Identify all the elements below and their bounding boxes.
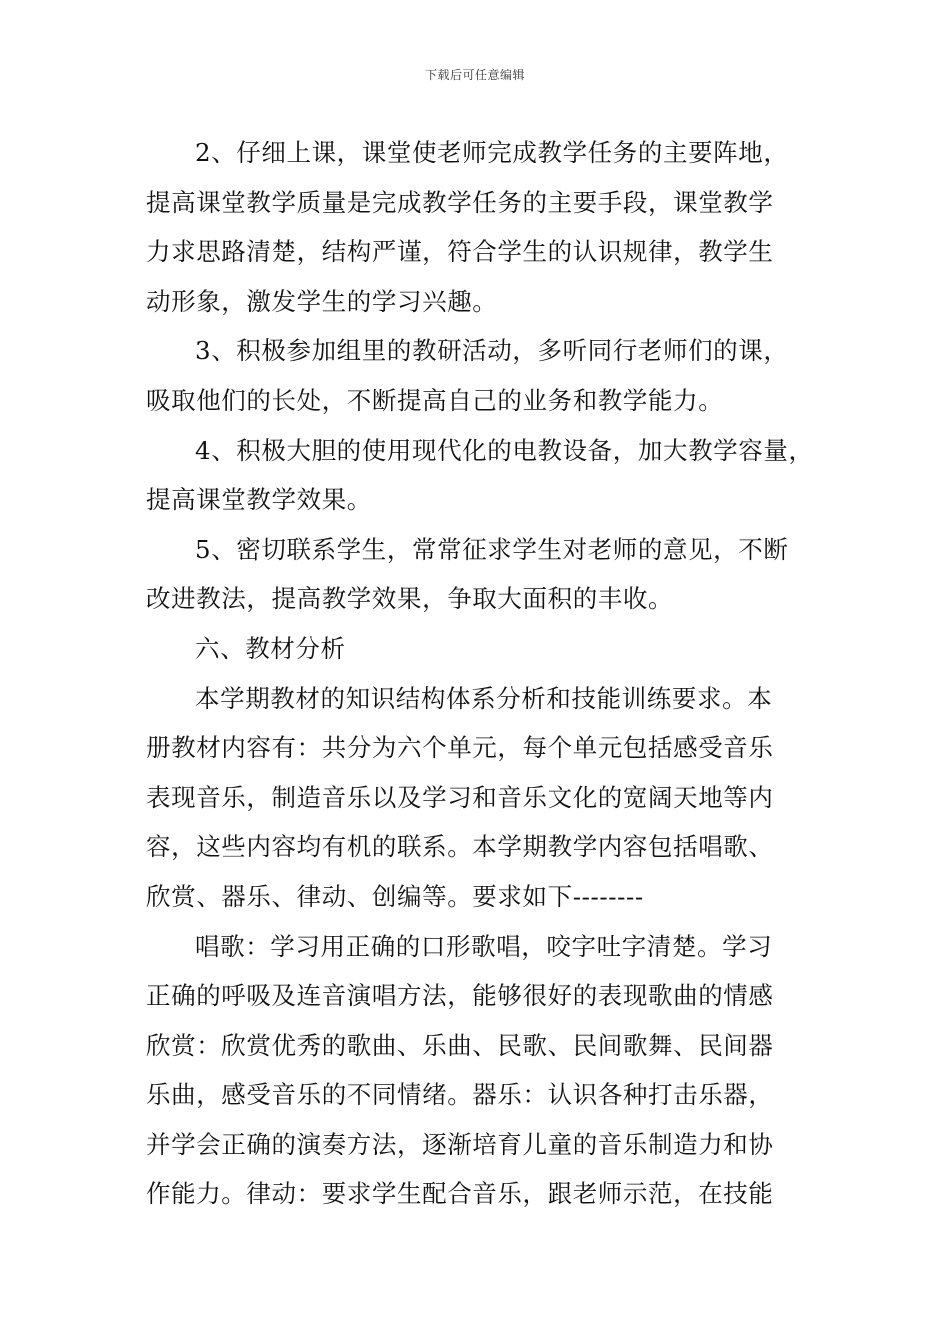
paragraph-line: 欣赏：欣赏优秀的歌曲、乐曲、民歌、民间歌舞、民间器: [146, 1030, 774, 1060]
paragraph-line: 容，这些内容均有机的联系。本学期教学内容包括唱歌、: [146, 832, 774, 862]
paragraph-item-5: [146, 525, 818, 624]
paragraph-item-3: [146, 326, 818, 425]
paragraph-line: 2、仔细上课，课堂使老师完成教学任务的主要阵地，: [195, 138, 789, 167]
section-heading: [146, 624, 818, 674]
paragraph-line: 动形象，激发学生的学习兴趣。: [146, 286, 498, 316]
paragraph-line: 作能力。律动：要求学生配合音乐，跟老师示范，在技能: [146, 1179, 774, 1209]
section-heading-text: 六、教材分析: [195, 633, 346, 663]
paragraph-line: 本学期教材的知识结构体系分析和技能训练要求。本: [195, 683, 773, 713]
paragraph-item-4: [146, 426, 818, 525]
paragraph-line: 唱歌：学习用正确的口形歌唱，咬字吐字清楚。学习: [195, 931, 773, 961]
paragraph-line: 吸取他们的长处，不断提高自己的业务和教学能力。: [146, 385, 724, 415]
paragraph-line: 3、积极参加组里的教研活动，多听同行老师们的课，: [195, 336, 789, 366]
paragraph-line: 改进教法，提高教学效果，争取大面积的丰收。: [146, 584, 674, 614]
paragraph-line: 乐曲，感受音乐的不同情绪。器乐：认识各种打击乐器，: [146, 1080, 774, 1110]
paragraph-line: 提高课堂教学效果。: [146, 485, 372, 515]
paragraph-line: 5、密切联系学生，常常征求学生对老师的意见，不断: [195, 534, 789, 564]
paragraph-line: 4、积极大胆的使用现代化的电教设备，加大教学容量，: [195, 435, 814, 465]
header-note: 下载后可任意编辑: [424, 68, 525, 82]
paragraph-line: 表现音乐，制造音乐以及学习和音乐文化的宽阔天地等内: [146, 782, 774, 812]
document-body: [146, 128, 818, 1219]
paragraph-line: 力求思路清楚，结构严谨，符合学生的认识规律，教学生: [146, 237, 774, 267]
paragraph-line: 正确的呼吸及连音演唱方法，能够很好的表现歌曲的情感: [146, 981, 774, 1011]
paragraph-line: 册教材内容有：共分为六个单元，每个单元包括感受音乐: [146, 733, 774, 763]
paragraph-requirements: [146, 922, 818, 1220]
paragraph-textbook-analysis: [146, 674, 818, 922]
paragraph-line: 并学会正确的演奏方法，逐渐培育儿童的音乐制造力和协: [146, 1129, 774, 1159]
paragraph-line: 提高课堂教学质量是完成教学任务的主要手段，课堂教学: [146, 187, 774, 217]
paragraph-item-2: [146, 128, 818, 326]
paragraph-line: 欣赏、器乐、律动、创编等。要求如下--------: [146, 881, 644, 911]
